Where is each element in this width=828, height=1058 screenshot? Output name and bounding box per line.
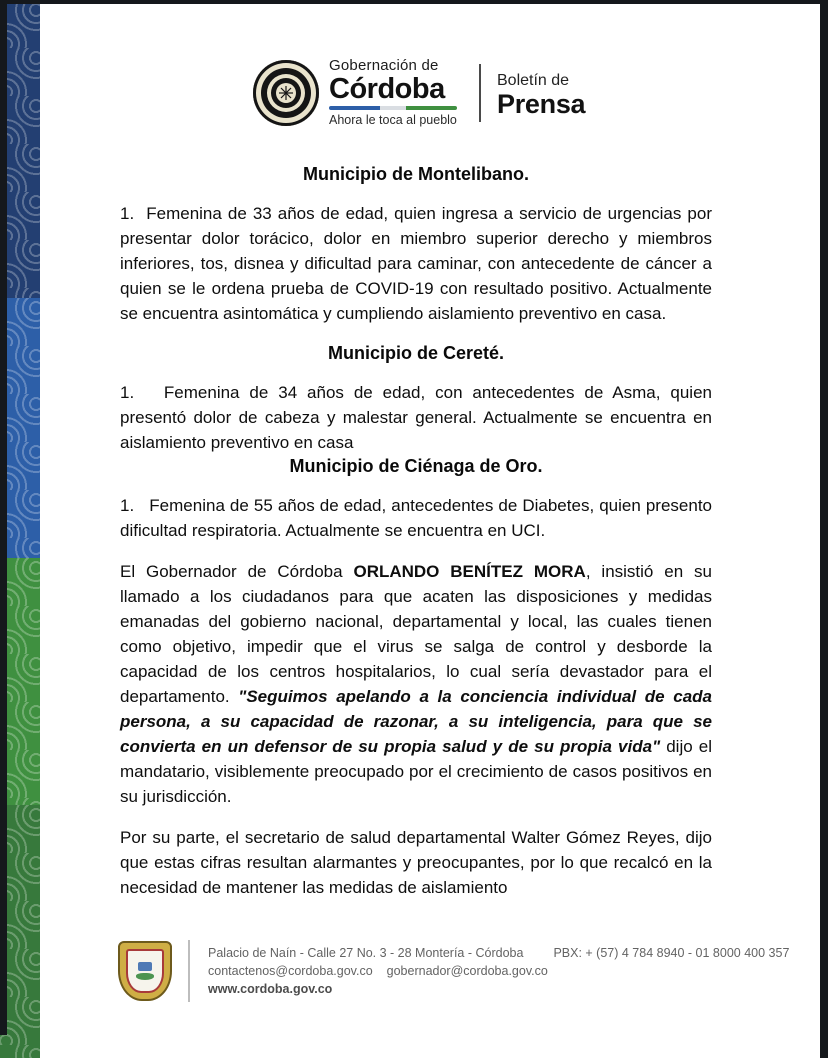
governor-name: ORLANDO BENÍTEZ MORA — [353, 562, 586, 581]
logo-name: Córdoba — [329, 73, 445, 105]
footer-email-governor: gobernador@cordoba.gov.co — [386, 964, 548, 978]
header-divider — [479, 64, 481, 122]
section-heading-montelibano: Municipio de Montelibano. — [303, 164, 529, 184]
governor-run-3: , insistió en su llamado a los ciudadanos para que acaten las disposiciones y medidas emanadas del gobierno nacional, departamental y local, las cuales tienen como objetivo, impedir que el virus se salga de control y desborde la capacidad de los centros hospitalarios, lo cual sería devastador para el departamento. — [120, 562, 713, 706]
governor-paragraph — [120, 559, 712, 809]
bulletin-line2: Prensa — [497, 88, 586, 119]
governor-quote: "Seguimos apelando a la conciencia individual de cada persona, a su capacidad de razonar, a su inteligencia, para que se convierta en un defensor de su propia salud y de su propia vida" — [120, 687, 712, 756]
governor-run-5: dijo el mandatario, visiblemente preocupado por el crecimiento de casos positivos en su jurisdicción. — [120, 737, 712, 806]
governorate-logo — [329, 58, 461, 127]
tricolor-bar — [329, 106, 457, 110]
bulletin-line1: Boletín de — [497, 71, 570, 89]
secretary-paragraph: Por su parte, el secretario de salud departamental Walter Gómez Reyes, dijo que estas cifras resultan alarmantes y preocupantes, por lo que recalcó en la necesidad de mantener las medidas de aislamiento — [120, 828, 712, 897]
footer-pbx: PBX: + (57) 4 784 8940 - 01 8000 400 357 — [553, 946, 790, 960]
case-paragraph-cerete: 1. Femenina de 34 años de edad, con antecedentes de Asma, quien presentó dolor de cabeza y malestar general. Actualmente se encuentra en aislamiento preventivo en casa — [120, 383, 712, 452]
footer — [118, 940, 789, 1002]
governor-run-1: El Gobernador de Córdoba — [120, 562, 354, 581]
section-heading-cerete: Municipio de Cereté. — [327, 343, 505, 363]
logo-tagline: Ahora le toca al pueblo — [329, 113, 457, 127]
coat-of-arms-icon — [118, 941, 172, 1001]
scan-edge-top — [0, 0, 828, 4]
document-body — [120, 163, 712, 916]
coat-of-arms-detail-green — [136, 973, 154, 980]
footer-address: Palacio de Naín - Calle 27 No. 3 - 28 Montería - Córdoba — [208, 946, 524, 960]
scan-edge-right — [820, 4, 828, 1058]
governorate-seal-icon — [253, 60, 319, 126]
footer-website: www.cordoba.gov.co — [208, 982, 333, 996]
bulletin-title — [497, 68, 585, 118]
section-heading-cienaga-de-oro: Municipio de Ciénaga de Oro. — [289, 456, 543, 476]
tricolor-gray — [380, 106, 406, 110]
tricolor-blue — [329, 106, 380, 110]
logo-line1: Gobernación de — [329, 57, 439, 74]
footer-email-contact: contactenos@cordoba.gov.co — [208, 964, 373, 978]
coat-of-arms-detail-blue — [138, 962, 152, 971]
tricolor-green — [406, 106, 457, 110]
coat-of-arms-field — [126, 949, 164, 993]
case-paragraph-cienaga-de-oro: 1. Femenina de 55 años de edad, antecedentes de Diabetes, quien presento dificultad respiratoria. Actualmente se encuentra en UCI. — [120, 496, 712, 540]
header — [253, 58, 585, 127]
footer-divider — [188, 940, 190, 1002]
case-paragraph-montelibano: 1. Femenina de 33 años de edad, quien ingresa a servicio de urgencias por presentar dolor torácico, dolor en miembro superior derecho y miembros inferiores, tos, disnea y dificultad para caminar, con antecedente de cáncer a quien se le ordena prueba de COVID-19 con resultado positivo. Actualmente se encuentra asintomática y cumpliendo aislamiento preventivo en casa. — [120, 204, 712, 323]
scan-edge-left — [0, 4, 7, 1035]
footer-contact-block — [208, 944, 789, 998]
